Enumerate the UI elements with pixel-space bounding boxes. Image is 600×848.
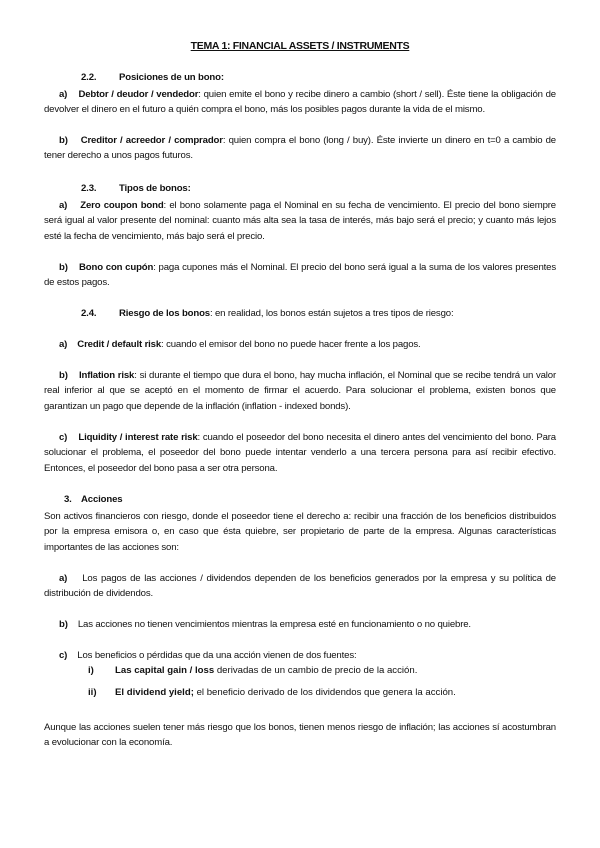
section-2-4-heading [81, 306, 556, 321]
section-title: Tipos de bonos: [119, 183, 191, 194]
item-term: Zero coupon bond [80, 200, 164, 211]
item-marker: c) [59, 650, 68, 661]
item-marker: a) [59, 573, 68, 584]
section-3-item-a [44, 571, 556, 602]
section-number: 2.4. [81, 308, 97, 319]
item-text: : cuando el emisor del bono no puede hacer frente a los pagos. [161, 339, 421, 350]
section-title: Posiciones de un bono: [119, 72, 224, 83]
section-title-rest: : en realidad, los bonos están sujetos a tres tipos de riesgo: [209, 308, 454, 319]
section-2-2-heading [81, 72, 224, 83]
item-text: : el bono solamente paga el Nominal en su fecha de vencimiento. El precio del bono siempre será igual al valor presente del nominal: cuanto más alta sea la tasa de interés, más bajo será el precio; y cuanto más lejos esté la fecha de vencimiento, más bajo será el precio. [44, 200, 556, 242]
section-2-3-item-b [44, 260, 556, 291]
item-marker: a) [59, 200, 68, 211]
item-term: Liquidity / interest rate risk [78, 432, 198, 443]
section-2-2-item-b [44, 133, 556, 164]
item-marker: b) [59, 370, 68, 381]
item-term: Debtor / deudor / vendedor [78, 89, 199, 100]
section-3-subitem-i [88, 663, 556, 678]
item-marker: b) [59, 262, 68, 273]
item-marker: b) [59, 619, 68, 630]
page-title: TEMA 1: FINANCIAL ASSETS / INSTRUMENTS [190, 40, 410, 52]
section-3-intro: Son activos financieros con riesgo, donde el poseedor tiene el derecho a: recibir una fracción de los beneficios distribuidos por la empresa emisora o, en caso que ésta quiebre, ser propietario de parte de la empresa. Algunas características importantes de las acciones son: [44, 511, 556, 553]
item-text: Las acciones no tienen vencimientos mientras la empresa esté en funcionamiento o no quiebre. [77, 619, 471, 630]
item-marker: c) [59, 432, 68, 443]
section-3-subitem-ii [88, 685, 556, 700]
section-2-4-item-a [44, 337, 556, 352]
section-3-item-b [44, 617, 556, 632]
item-term: Inflation risk [79, 370, 135, 381]
section-number: 2.2. [81, 72, 97, 83]
subitem-term: Las capital gain / loss [115, 665, 215, 676]
item-text: : cuando el poseedor del bono necesita el dinero antes del vencimiento del bono. Para solucionar el problema, el poseedor del bono puede intentar venderlo a una tercera persona para así recibir efectivo. Entonces, el poseedor del bono pasa a ser otra persona. [44, 432, 556, 474]
section-3-heading [64, 494, 122, 505]
subitem-marker: ii) [88, 687, 97, 698]
item-text: : quien compra el bono (long / buy). Éste invierte un dinero en t=0 a cambio de tener derecho a unos pagos futuros. [44, 135, 556, 162]
section-number: 2.3. [81, 183, 97, 194]
section-number: 3. [64, 494, 72, 505]
section-2-4-item-b [44, 368, 556, 414]
section-2-4-item-c [44, 430, 556, 476]
closing-paragraph: Aunque las acciones suelen tener más riesgo que los bonos, tienen menos riesgo de inflación; las acciones sí acostumbran a evolucionar con la economía. [44, 722, 556, 749]
item-text: : quien emite el bono y recibe dinero a cambio (short / sell). Éste tiene la obligación de devolver el dinero en el futuro a quién compra el bono, más los posibles pagos durante la vida de el mismo. [44, 89, 556, 116]
item-term: Credit / default risk [77, 339, 162, 350]
subitem-term: El dividend yield; [115, 687, 194, 698]
item-text: Los beneficios o pérdidas que da una acción vienen de dos fuentes: [77, 650, 357, 661]
subitem-text: derivadas de un cambio de precio de la acción. [214, 665, 418, 676]
subitem-text: el beneficio derivado de los dividendos que genera la acción. [193, 687, 456, 698]
section-title: Riesgo de los bonos [119, 308, 210, 319]
subitem-marker: i) [88, 665, 94, 676]
item-marker: b) [59, 135, 68, 146]
item-text: : si durante el tiempo que dura el bono, hay mucha inflación, el Nominal que se recibe tendrá un valor real inferior al que se aceptó en el momento de firmar el acuerdo. Para solucionar el problema, existen bonos que garantizan un pago que depende de la inflación (inflation - indexed bonds). [44, 370, 556, 412]
item-text: Los pagos de las acciones / dividendos dependen de los beneficios generados por la empresa y su política de distribución de dividendos. [44, 573, 556, 600]
section-2-2-item-a [44, 87, 556, 118]
section-2-3-heading [81, 183, 191, 194]
section-2-3-item-a [44, 198, 556, 244]
item-text: : paga cupones más el Nominal. El precio del bono será igual a la suma de los valores presentes de estos pagos. [44, 262, 557, 289]
item-marker: a) [59, 89, 68, 100]
section-title: Acciones [81, 494, 123, 505]
item-term: Creditor / acreedor / comprador [80, 135, 223, 146]
item-term: Bono con cupón [79, 262, 154, 273]
item-marker: a) [59, 339, 68, 350]
section-3-item-c [44, 648, 556, 663]
